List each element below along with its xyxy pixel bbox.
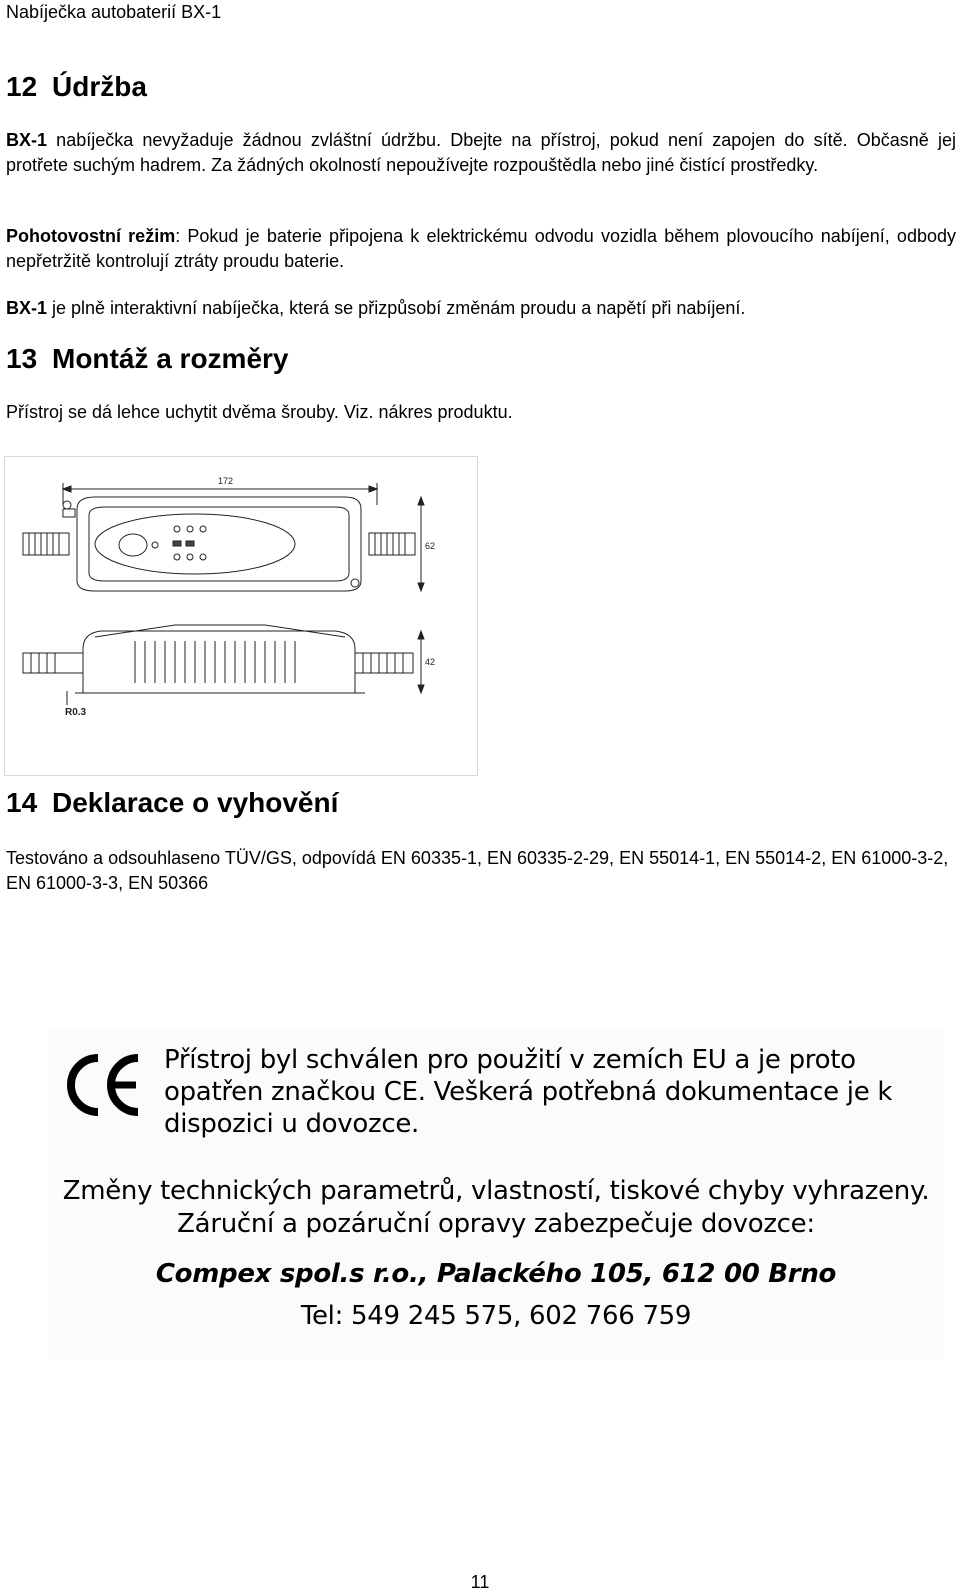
mode-button — [119, 534, 147, 556]
section-12-number: 12 — [6, 71, 38, 102]
radius-label: R0.3 — [65, 707, 87, 718]
charger-top-outline — [77, 497, 361, 591]
charger-side-outline — [83, 631, 355, 693]
length-label: 172 — [218, 476, 234, 486]
importer-address: Compex spol.s r.o., Palackého 105, 612 00 Brno — [155, 1259, 837, 1289]
changes-reserved-text: Změny technických parametrů, vlastností, tiskové chyby vyhrazeny. — [62, 1176, 930, 1206]
paragraph-text: je plně interaktivní nabíječka, která se přizpůsobí změnám proudu a napětí při nabíjení. — [47, 298, 746, 318]
warranty-text: Záruční a pozáruční opravy zabezpečuje dovozce: — [177, 1209, 815, 1239]
height-label: 42 — [425, 657, 436, 667]
product-name-bold: BX-1 — [6, 130, 48, 150]
section-12-paragraph-2 — [6, 224, 956, 273]
standby-mode-label: Pohotovostní režim — [6, 226, 176, 246]
side-ribs — [135, 641, 295, 683]
section-12-title: Údržba — [52, 71, 147, 102]
product-name-bold: BX-1 — [6, 298, 48, 318]
ce-approval-text: Přístroj byl schválen pro použití v zemích EU a je proto opatřen značkou CE. Veškerá potřebná dokumentace je k dispozici u dovozce. — [164, 1045, 893, 1139]
section-14-title: Deklarace o vyhovění — [52, 787, 339, 818]
page-number: 11 — [470, 1572, 490, 1592]
paragraph-text: nabíječka nevyžaduje žádnou zvláštní údržbu. Dbejte na přístroj, pokud není zapojen do sítě. Občasně jej protřete suchým hadrem. Za žádných okolností nepoužívejte rozpouštědla nebo jiné čistící prostředky. — [6, 130, 956, 175]
section-14-heading — [6, 786, 338, 820]
ce-mark-icon — [62, 1052, 144, 1118]
right-cable-relief — [369, 533, 415, 555]
charger-drawing-svg — [5, 457, 477, 775]
section-12-heading — [6, 70, 147, 104]
declaration-image — [48, 1030, 944, 1360]
section-13-number: 13 — [6, 343, 38, 374]
section-12-paragraph-1 — [6, 128, 956, 177]
section-13-heading — [6, 342, 289, 376]
left-cable-relief — [23, 533, 69, 555]
paragraph-text: : Pokud je baterie připojena k elektrickému odvodu vozidla během plovoucího nabíjení, odbody nepřetržitě kontrolují ztráty proudu baterie. — [6, 226, 956, 271]
section-12-paragraph-3 — [6, 296, 956, 321]
section-14-number: 14 — [6, 787, 38, 818]
section-13-paragraph-1: Přístroj se dá lehce uchytit dvěma šrouby. Viz. nákres produktu. — [6, 402, 513, 422]
width-label: 62 — [425, 541, 436, 551]
section-13-title: Montáž a rozměry — [52, 343, 289, 374]
section-14-paragraph-1: Testováno a odsouhlaseno TÜV/GS, odpovídá EN 60335-1, EN 60335-2-29, EN 55014-1, EN 55014-2, EN 61000-3-2, EN 61000-3-3, EN 50366 — [6, 848, 949, 893]
product-dimension-drawing — [4, 456, 478, 776]
control-panel-oval — [95, 514, 295, 574]
importer-phone: Tel: 549 245 575, 602 766 759 — [300, 1301, 692, 1331]
document-header: Nabíječka autobaterií BX-1 — [6, 2, 222, 22]
